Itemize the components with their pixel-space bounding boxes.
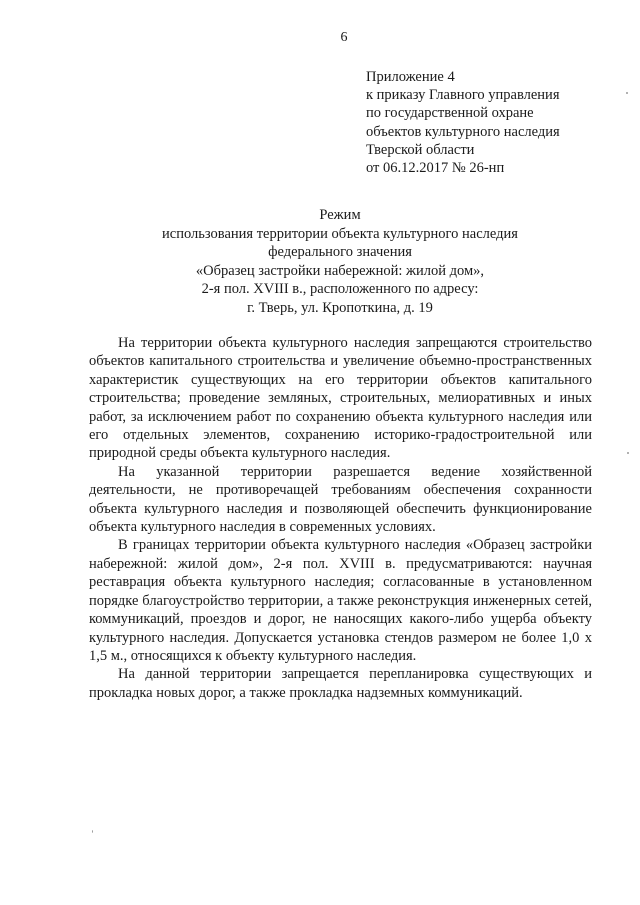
title-line: г. Тверь, ул. Кропоткина, д. 19 [247,299,433,316]
title-line: использования территории объекта культурного наследия [162,225,518,242]
document-body [89,334,592,702]
scan-speck [627,452,629,454]
appendix-line: по государственной охране [366,105,534,122]
paragraph: На данной территории запрещается перепланировка существующих и прокладка новых дорог, а также прокладка надземных коммуникаций. [89,666,592,701]
appendix-line: объектов культурного наследия [366,123,560,140]
page-number: 6 [340,30,348,45]
scan-speck [626,92,628,94]
title-line: 2-я пол. XVIII в., расположенного по адресу: [201,281,479,298]
appendix-line: к приказу Главного управления [366,87,560,104]
title-line: Режим [319,207,361,223]
appendix-line: Приложение 4 [366,69,455,85]
document-title [90,206,590,318]
appendix-line: Тверской области [366,141,475,158]
paragraph: В границах территории объекта культурного наследия «Образец застройки набережной: жилой дом», 2-я пол. XVIII в. предусматриваются: научная реставрация объекта культурного наследия; согласованные в установленном порядке благоустройство территории, а также реконструкция инженерных сетей, коммуникаций, проездов и дорог, не наносящих какого-либо ущерба объекту культурного наследия. Допускается установка стендов размером не более 1,0 x 1,5 м., относящихся к объекту культурного наследия. [89,537,592,664]
title-line: «Образец застройки набережной: жилой дом», [195,262,485,279]
paragraph: На указанной территории разрешается ведение хозяйственной деятельности, не противоречащей требованиям обеспечения сохранности объекта культурного наследия и позволяющей обеспечить функционирование объекта культурного наследия в современных условиях. [89,463,592,536]
appendix-line: от 06.12.2017 № 26-нп [366,160,505,177]
scan-speck [92,830,93,833]
appendix-header [366,68,560,177]
title-line: федерального значения [268,244,412,261]
paragraph: На территории объекта культурного наследия запрещаются строительство объектов капитального строительства и увеличение объемно-пространственных характеристик существующих на его территории объектов капитального строительства; проведение земляных, строительных, мелиоративных и иных работ, за исключением работ по сохранению объекта культурного наследия или его отдельных элементов, сохранению историко-градостроительной или природной среды объекта культурного наследия. [89,335,592,462]
